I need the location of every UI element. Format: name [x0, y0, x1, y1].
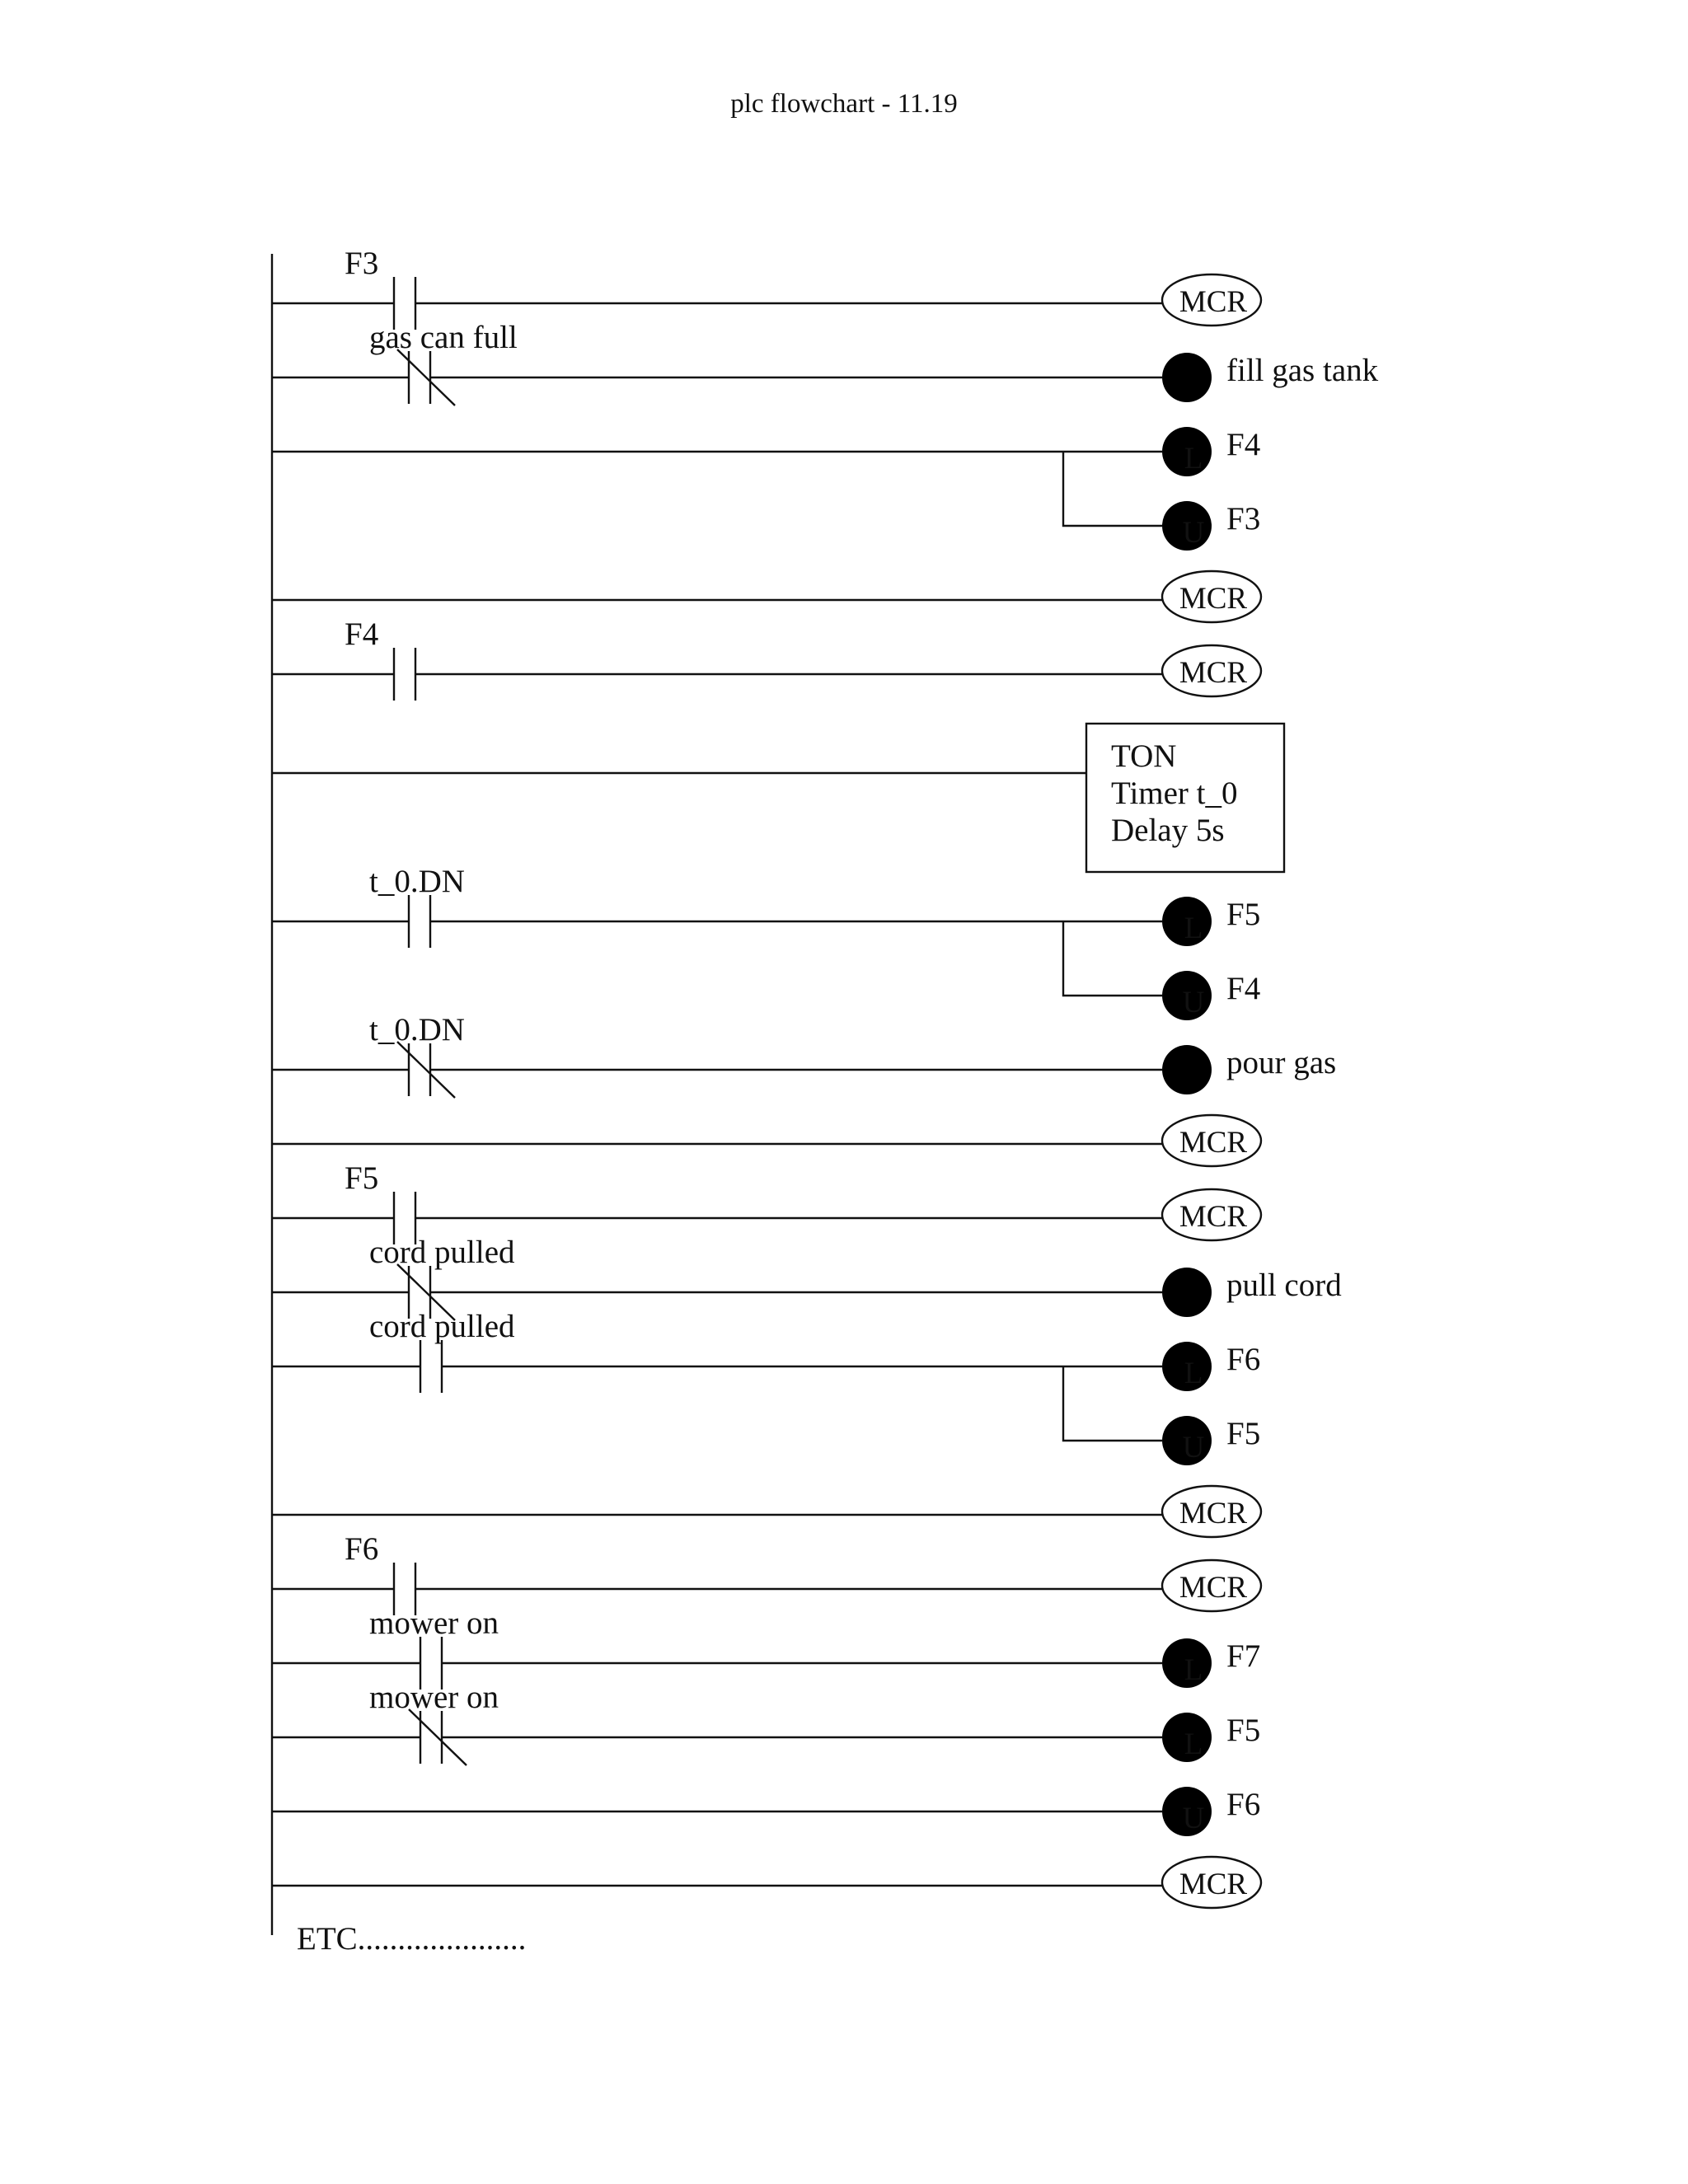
mcr-coil-text: MCR	[1179, 1868, 1248, 1901]
output-coil	[1162, 1268, 1212, 1317]
coil-label: F6	[1226, 1342, 1261, 1377]
mcr-coil-text: MCR	[1179, 285, 1248, 319]
contact-label: F4	[345, 616, 379, 652]
timer-text: Delay 5s	[1111, 813, 1225, 848]
contact-label: F6	[345, 1531, 379, 1567]
branch-wire	[1063, 921, 1162, 996]
mcr-coil-text: MCR	[1179, 1200, 1248, 1234]
mcr-coil-text: MCR	[1179, 582, 1248, 616]
etc-label: ETC.....................	[297, 1921, 527, 1957]
coil-label: pull cord	[1226, 1268, 1342, 1303]
branch-wire	[1063, 452, 1162, 526]
coil-letter: U	[1182, 516, 1205, 550]
coil-label: F4	[1226, 971, 1261, 1006]
coil-letter: U	[1182, 1431, 1205, 1465]
coil-label: F3	[1226, 501, 1261, 537]
coil-label: F7	[1226, 1638, 1261, 1674]
coil-letter: L	[1184, 912, 1203, 945]
mcr-coil-text: MCR	[1179, 1126, 1248, 1160]
contact-label: gas can full	[369, 320, 518, 355]
coil-label: F5	[1226, 1416, 1261, 1451]
coil-letter: L	[1184, 1727, 1203, 1761]
mcr-coil-text: MCR	[1179, 1497, 1248, 1530]
coil-label: F6	[1226, 1787, 1261, 1822]
output-coil	[1162, 1045, 1212, 1094]
page-title: plc flowchart - 11.19	[730, 89, 958, 119]
output-coil	[1162, 353, 1212, 402]
coil-label: F4	[1226, 427, 1261, 462]
coil-label: pour gas	[1226, 1045, 1337, 1080]
contact-label: F5	[345, 1160, 379, 1196]
mcr-coil-text: MCR	[1179, 656, 1248, 690]
mcr-coil-text: MCR	[1179, 1571, 1248, 1605]
coil-letter: U	[1182, 986, 1205, 1019]
coil-letter: U	[1182, 1802, 1205, 1835]
contact-label: t_0.DN	[369, 1012, 465, 1047]
contact-label: F3	[345, 246, 379, 281]
contact-label: t_0.DN	[369, 864, 465, 899]
coil-letter: L	[1184, 1357, 1203, 1390]
coil-letter: L	[1184, 442, 1203, 476]
coil-label: F5	[1226, 1713, 1261, 1748]
contact-label: mower on	[369, 1605, 499, 1641]
contact-label: cord pulled	[369, 1309, 515, 1344]
coil-label: fill gas tank	[1226, 353, 1379, 388]
timer-text: Timer t_0	[1111, 776, 1238, 811]
coil-letter: L	[1184, 1653, 1203, 1687]
contact-label: mower on	[369, 1680, 499, 1715]
coil-label: F5	[1226, 897, 1261, 932]
branch-wire	[1063, 1366, 1162, 1441]
contact-label: cord pulled	[369, 1235, 515, 1270]
timer-text: TON	[1111, 738, 1177, 774]
